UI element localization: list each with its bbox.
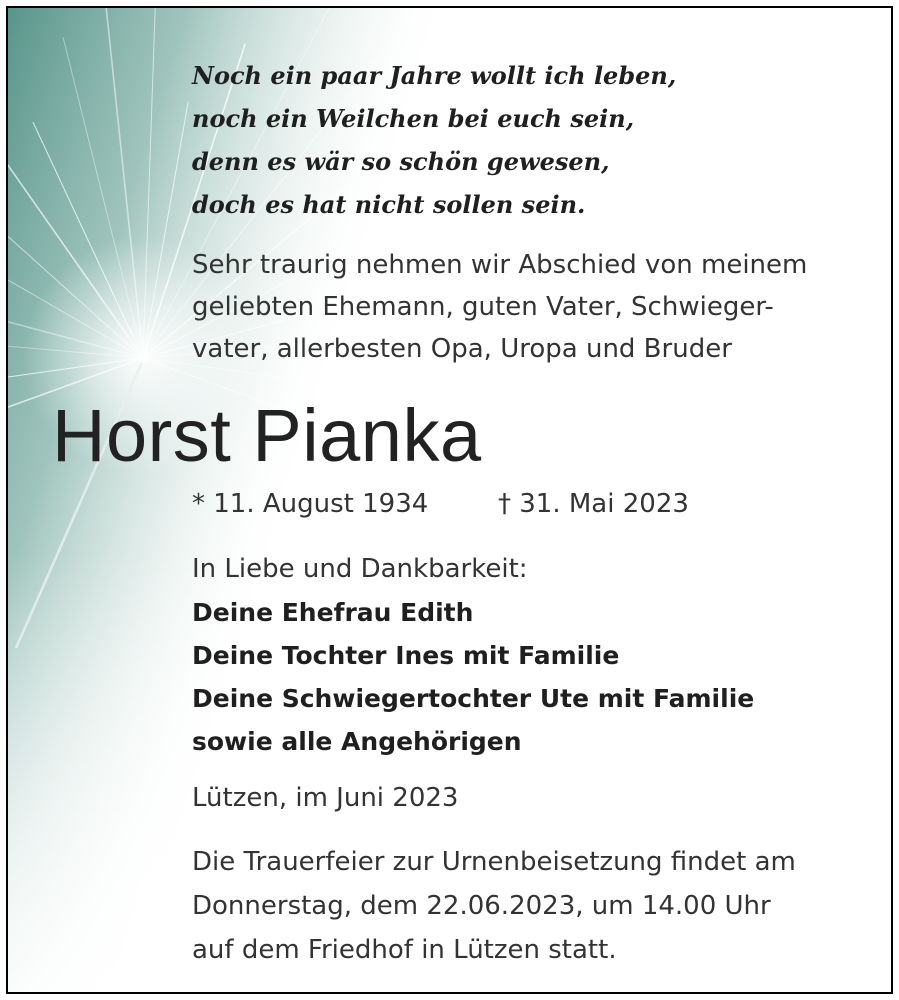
poem-line: noch ein Weilchen bei euch sein,: [192, 104, 635, 133]
family-member: Deine Tochter Ines mit Familie: [192, 641, 620, 670]
intro-line: geliebten Ehemann, guten Vater, Schwieger-: [192, 292, 774, 322]
funeral-line: Donnerstag, dem 22.06.2023, um 14.00 Uhr: [192, 891, 771, 921]
family-heading: In Liebe und Dankbarkeit:: [192, 554, 528, 584]
funeral-line: auf dem Friedhof in Lützen statt.: [192, 935, 617, 965]
intro-line: Sehr traurig nehmen wir Abschied von meinem: [192, 250, 808, 280]
family-member: Deine Schwiegertochter Ute mit Familie: [192, 684, 755, 713]
funeral-line: Die Trauerfeier zur Urnenbeisetzung findet am: [192, 847, 796, 877]
obituary-notice: [6, 6, 893, 994]
intro-line: vater, allerbesten Opa, Uropa und Bruder: [192, 334, 732, 364]
funeral-info: [192, 840, 882, 972]
life-dates: [192, 484, 872, 524]
family-signatures: [192, 548, 872, 763]
poem-line: Noch ein paar Jahre wollt ich leben,: [192, 61, 677, 90]
death-date: † 31. Mai 2023: [498, 489, 689, 519]
family-member: sowie alle Angehörigen: [192, 727, 522, 756]
poem-line: doch es hat nicht sollen sein.: [192, 190, 586, 219]
deceased-name: Horst Pianka: [52, 394, 482, 477]
family-member: Deine Ehefrau Edith: [192, 598, 474, 627]
poem-line: denn es wär so schön gewesen,: [192, 147, 610, 176]
poem: [192, 54, 852, 226]
notice-content: [8, 8, 893, 994]
place-date: Lützen, im Juni 2023: [192, 783, 459, 813]
intro-text: [192, 244, 872, 370]
birth-date: * 11. August 1934: [192, 489, 429, 519]
